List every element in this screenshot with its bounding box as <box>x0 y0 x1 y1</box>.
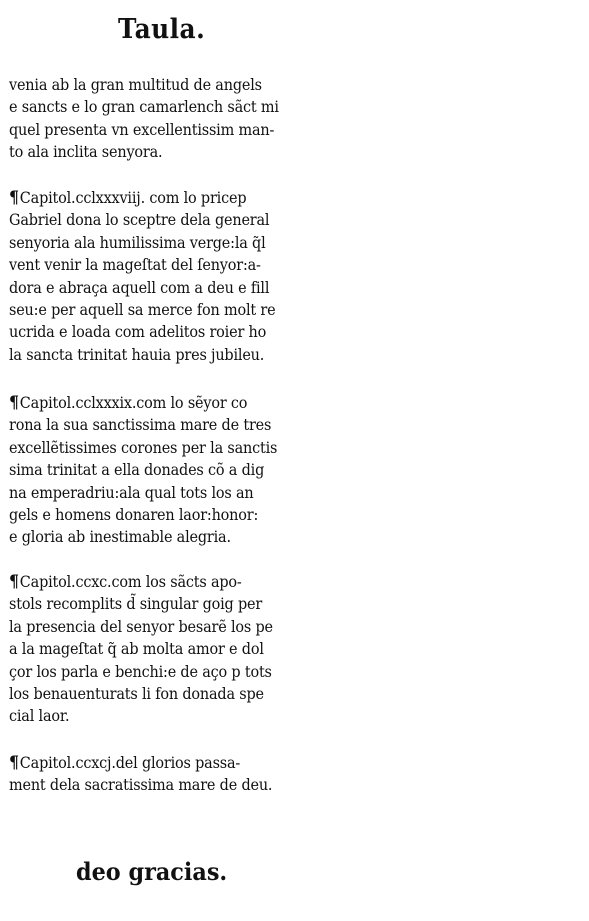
text-line: los benauenturats li fon donada spe <box>9 684 264 703</box>
text-line-content: Capitol.cclxxxviij. com lo pricep <box>19 189 247 207</box>
text-line-content: Capitol.ccxcj.del glorios passa- <box>19 754 241 772</box>
paragraph-1 <box>9 74 294 164</box>
text-line: quel presenta vn excellentissim man- <box>9 120 275 139</box>
text-line: na emperadriu:ala qual tots los an <box>9 483 254 502</box>
paragraph-3 <box>9 392 294 549</box>
text-line: e gloria ab inestimable alegria. <box>9 528 231 547</box>
paragraph-2 <box>9 187 294 366</box>
pilcrow-icon: ¶ <box>9 572 19 592</box>
text-line: la sancta trinitat hauia pres jubileu. <box>9 345 265 364</box>
text-line-content: Capitol.cclxxxix.com lo sẽyor co <box>19 394 248 412</box>
text-line <box>9 752 274 774</box>
text-line: stols recomplits d̃ singular goig per <box>9 595 263 614</box>
pilcrow-icon: ¶ <box>9 393 19 413</box>
text-line: excellẽtissimes corones per la sanctis <box>9 438 278 457</box>
text-line: senyoria ala humilissima verge:la q̃l <box>9 233 266 252</box>
text-line: Gabriel dona lo sceptre dela general <box>9 211 270 230</box>
text-line: ucrida e loada com adelitos roier ho <box>9 323 267 342</box>
text-line <box>9 571 274 593</box>
text-line: dora e abraça aquell com a deu e fill <box>9 278 270 297</box>
text-line <box>9 392 274 414</box>
text-line: la presencia del senyor besarẽ los pe <box>9 617 273 636</box>
text-line: ment dela sacratissima mare de deu. <box>9 776 273 795</box>
text-line: to ala inclita senyora. <box>9 143 163 162</box>
text-line-content: Capitol.ccxc.com los sãcts apo- <box>19 573 242 591</box>
text-line: rona la sua sanctissima mare de tres <box>9 416 272 435</box>
text-line: cial laor. <box>9 707 70 726</box>
text-line: e sancts e lo gran camarlench sãct mi <box>9 98 279 117</box>
pilcrow-icon: ¶ <box>9 753 19 773</box>
text-line: vent venir la mageſtat del ſenyor:a- <box>9 256 261 275</box>
text-line: çor los parla e benchi:e de aço p tots <box>9 662 272 681</box>
pilcrow-icon: ¶ <box>9 188 19 208</box>
text-line: venia ab la gran multitud de angels <box>9 76 262 94</box>
paragraph-5 <box>9 752 294 797</box>
text-line: a la mageſtat q̃ ab molta amor e dol <box>9 640 264 659</box>
text-line: seu:e per aquell sa merce fon molt re <box>9 300 276 319</box>
text-line: gels e homens donaren laor:honor: <box>9 505 259 524</box>
paragraph-4 <box>9 571 294 728</box>
text-line: sima trinitat a ella donades cõ a dig <box>9 461 265 480</box>
page-title: Taula. <box>118 14 206 45</box>
text-line <box>9 187 274 209</box>
closing-text: deo gracias. <box>76 857 228 886</box>
